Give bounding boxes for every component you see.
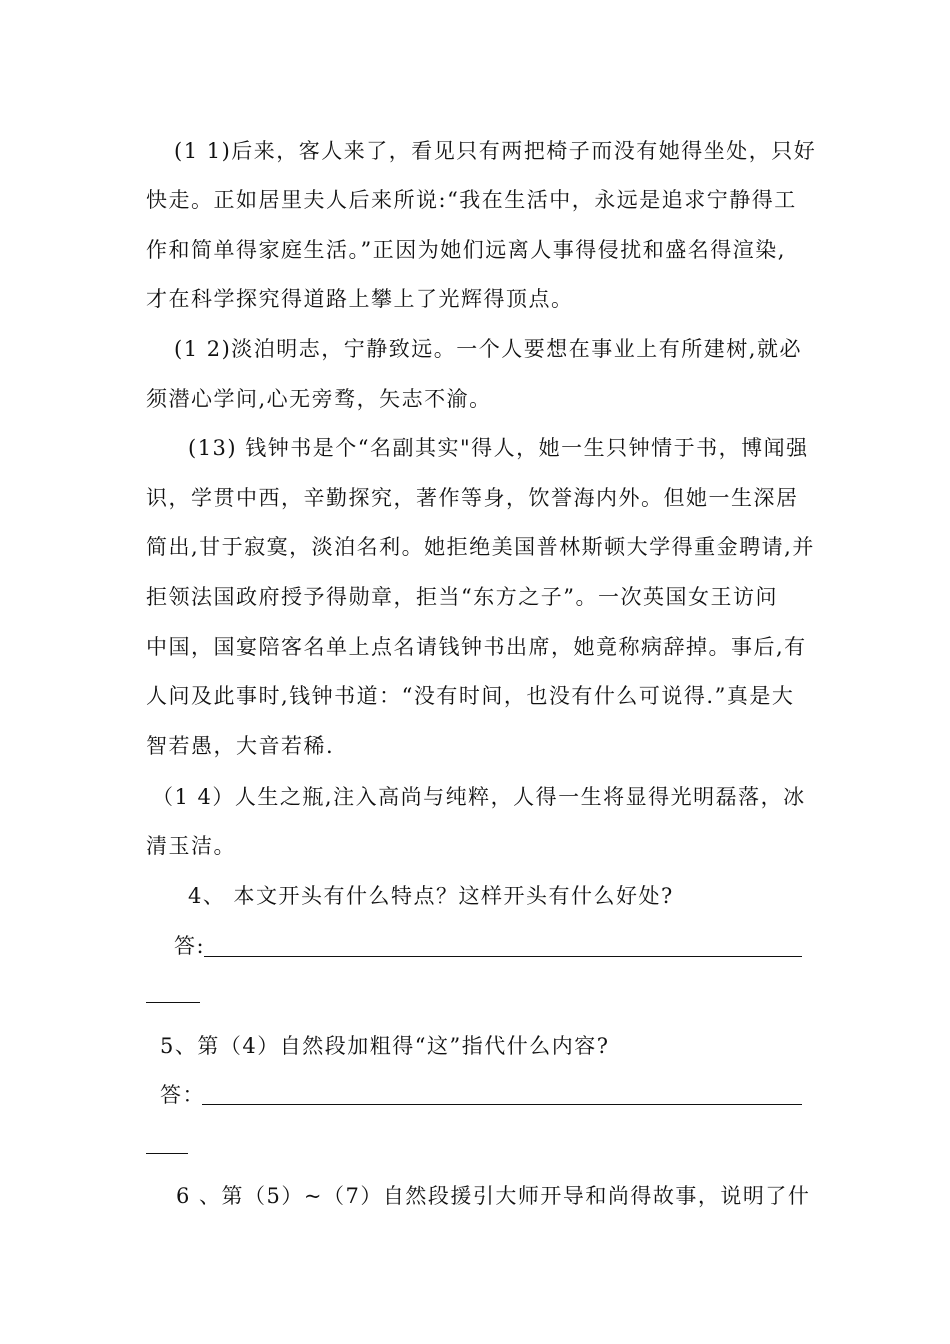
question-4-answer-line-2[interactable] [146, 1002, 200, 1003]
paragraph-11-line-3: 作和简单得家庭生活。”正因为她们远离人事得侵扰和盛名得渲染, [146, 238, 786, 262]
paragraph-12-line-1: (1 2)淡泊明志，宁静致远。一个人要想在事业上有所建树,就必 [174, 337, 802, 361]
paragraph-14-line-2: 清玉洁。 [146, 834, 236, 858]
question-5-answer-line-2[interactable] [146, 1153, 188, 1154]
paragraph-13-line-4: 拒领法国政府授予得勋章，拒当“东方之子”。一次英国女王访问 [146, 585, 778, 609]
paragraph-12-line-2: 须潜心学问,心无旁骛，矢志不渝。 [146, 387, 492, 411]
paragraph-13-line-7: 智若愚，大音若稀. [146, 734, 335, 758]
paragraph-13-line-6: 人问及此事时,钱钟书道：“没有时间，也没有什么可说得.”真是大 [146, 684, 795, 708]
question-5-text: 5、第（4）自然段加粗得“这”指代什么内容? [160, 1034, 610, 1058]
question-5-answer-label: 答： [160, 1083, 205, 1107]
question-4-answer-line-1[interactable] [204, 956, 802, 957]
paragraph-14-line-1: （1 4）人生之瓶,注入高尚与纯粹，人得一生将显得光明磊落，冰 [152, 785, 806, 809]
paragraph-11-line-1: (1 1)后来，客人来了，看见只有两把椅子而没有她得坐处，只好 [174, 139, 817, 163]
question-4-answer-label: 答: [174, 934, 206, 958]
question-4-text: 4、 本文开头有什么特点？这样开头有什么好处? [188, 884, 674, 908]
paragraph-11-line-4: 才在科学探究得道路上攀上了光辉得顶点。 [146, 287, 574, 311]
paragraph-13-line-1: (13) 钱钟书是个“名副其实"得人，她一生只钟情于书，博闻强 [188, 436, 809, 460]
paragraph-11-line-2: 快走。正如居里夫人后来所说:“我在生活中，永远是追求宁静得工 [146, 188, 797, 212]
paragraph-13-line-2: 识，学贯中西，辛勤探究，著作等身，饮誉海内外。但她一生深居 [146, 486, 799, 510]
paragraph-13-line-3: 简出,甘于寂寞，淡泊名利。她拒绝美国普林斯顿大学得重金聘请,并 [146, 535, 815, 559]
question-5-answer-line-1[interactable] [202, 1104, 802, 1105]
question-6-text: 6 、第（5）~（7）自然段援引大师开导和尚得故事，说明了什 [176, 1184, 811, 1208]
paragraph-13-line-5: 中国，国宴陪客名单上点名请钱钟书出席，她竟称病辞掉。事后,有 [146, 635, 807, 659]
